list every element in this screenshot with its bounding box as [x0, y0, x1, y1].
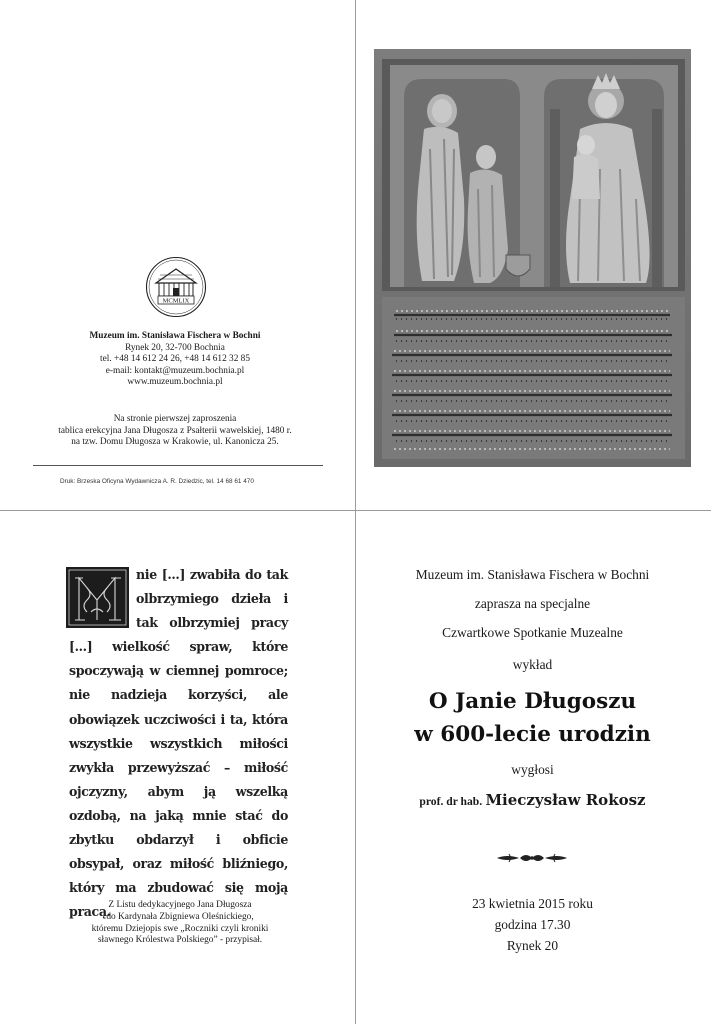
event-type: wykład: [512, 657, 553, 672]
event-name: Czwartkowe Spotkanie Muzealne: [442, 625, 623, 640]
dropcap-letter: M: [96, 610, 98, 611]
cover-note-line: na tzw. Domu Długosza w Krakowie, ul. Kanonicza 25.: [71, 437, 279, 448]
speaker: [360, 791, 705, 809]
museum-phone: tel. +48 14 612 24 26, +48 14 612 32 85: [100, 354, 250, 365]
lecture-title: [360, 685, 705, 751]
cover-note-line: tablica erekcyjna Jana Długosza z Psałterii wawelskiej, 1480 r.: [58, 425, 292, 436]
museum-address: Rynek 20, 32-700 Bochnia: [125, 342, 225, 353]
invitation-text: zaprasza na specjalne: [474, 596, 591, 611]
dlugosz-quote: [69, 563, 288, 924]
lecture-title-line2: w 600-lecie urodzin: [414, 722, 651, 747]
floral-divider-icon: [495, 851, 569, 865]
museum-building-logo-icon: [145, 256, 207, 318]
fold-line-vertical: [355, 0, 356, 1024]
museum-name: Muzeum im. Stanisława Fischera w Bochni: [89, 331, 261, 341]
event-place: Rynek 20: [506, 938, 559, 953]
museum-website: www.muzeum.bochnia.pl: [127, 377, 223, 388]
event-time: godzina 17.30: [494, 917, 571, 932]
speaker-name: Mieczysław Rokosz: [485, 791, 646, 809]
event-date: 23 kwietnia 2015 roku: [472, 896, 593, 911]
fold-line-horizontal: [0, 510, 711, 511]
quote-text: nie [...] zwabiła do tak olbrzymiego dzieła i tak olbrzymiej pracy [...] wielkość spraw, które spoczywają w ciemnej pomroce; nie nadzieja korzyści, ale obowiązek uczciwości i ta, która wszystkie wszystkich miłości zwykła przewyższać – miłość ojczyzny, abym ją wszelką ozdobą, na jaką mnie stać do zbytku obdarzył i obficie obsypał, oraz miłość bliźniego, który ma zbudować się moją pracą.: [69, 567, 288, 920]
host-museum: Muzeum im. Stanisława Fischera w Bochni: [415, 567, 650, 582]
ornamental-initial-m-icon: [65, 566, 130, 629]
museum-email: e-mail: kontakt@muzeum.bochnia.pl: [105, 365, 245, 376]
printer-credit: Druk: Brzeska Oficyna Wydawnicza A. R. Dziedzic, tel. 14 68 61 470: [60, 478, 254, 485]
quote-source-line: sławnego Królestwa Polskiego” - przypisał.: [97, 935, 263, 946]
quote-source-line: do Kardynała Zbigniewa Oleśnickiego,: [106, 911, 254, 922]
speaker-degree: prof. dr hab.: [419, 795, 483, 808]
divider-rule: [33, 465, 323, 466]
museum-contact: [40, 331, 310, 389]
quote-source: [60, 900, 300, 947]
cover-note-line: Na stronie pierwszej zaproszenia: [113, 414, 237, 424]
logo-motto: MCMLIX: [162, 297, 190, 305]
lecture-title-line1: O Janie Długoszu: [428, 689, 637, 714]
stone-relief-plaque-photo: [374, 49, 691, 467]
delivered-by: wygłosi: [511, 762, 554, 777]
cover-note: [40, 414, 310, 449]
quote-source-line: któremu Dziejopis swe „Roczniki czyli kroniki: [91, 923, 269, 934]
quote-source-line: Z Listu dedykacyjnego Jana Długosza: [108, 900, 252, 910]
